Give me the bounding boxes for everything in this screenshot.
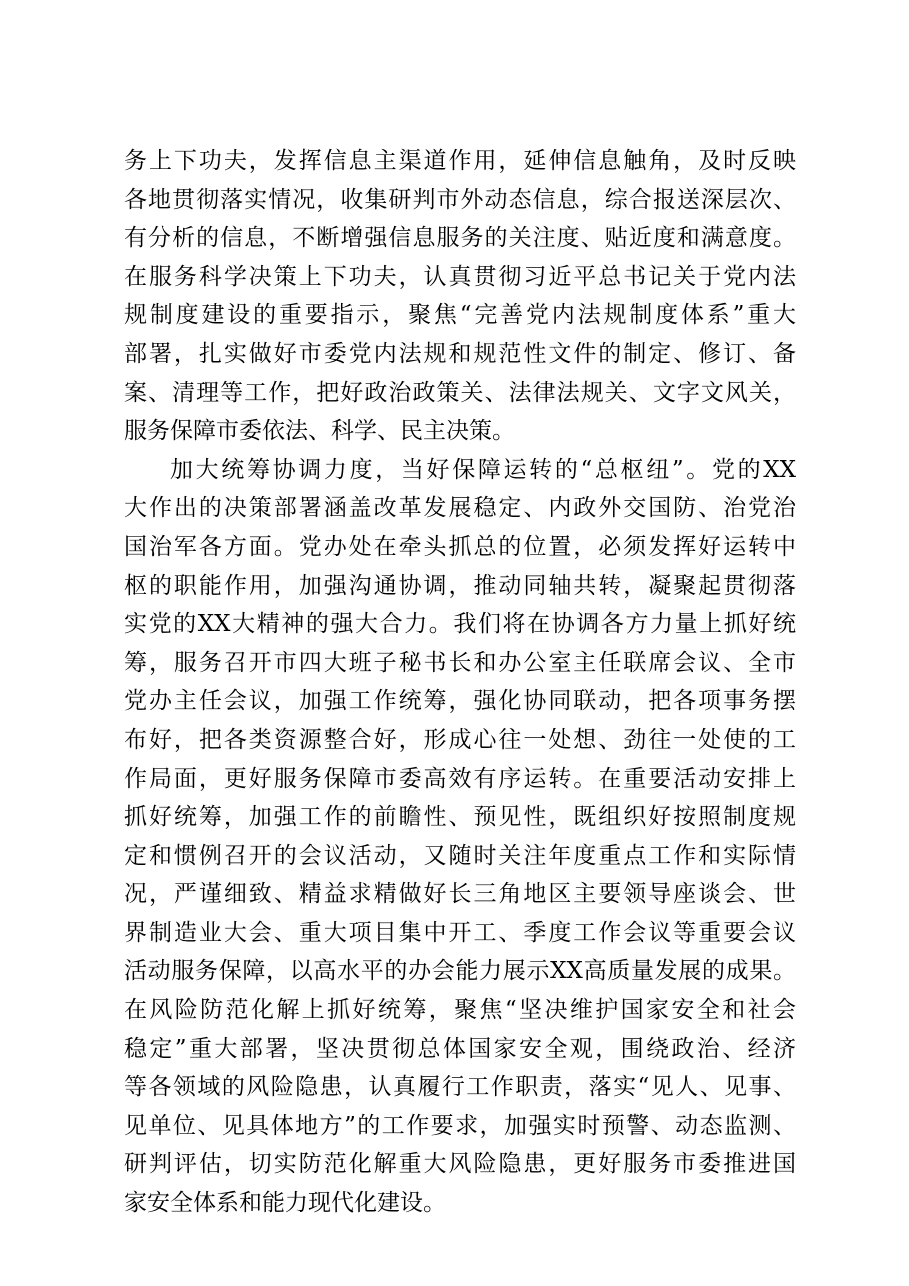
text-line: 大作出的决策部署涵盖改革发展稳定、内政外交国防、治党治 [124, 495, 796, 522]
text-line: 布好，把各类资源整合好，形成心往一处想、劲往一处使的工 [124, 726, 796, 753]
text-line: 界制造业大会、重大项目集中开工、季度工作会议等重要会议 [124, 919, 796, 946]
text-line: 规制度建设的重要指示，聚焦“完善党内法规制度体系”重大 [124, 302, 796, 329]
text-line: 见单位、见具体地方”的工作要求，加强实时预警、动态监测、 [124, 1112, 796, 1139]
document-page [124, 142, 796, 1223]
text-line: 抓好统筹，加强工作的前瞻性、预见性，既组织好按照制度规 [124, 804, 796, 831]
text-line: 务上下功夫，发挥信息主渠道作用，延伸信息触角，及时反映 [124, 148, 796, 174]
text-line: 等各领域的风险隐患，认真履行工作职责，落实“见人、见事、 [124, 1074, 796, 1101]
paragraph-1 [124, 142, 796, 451]
text-line: 各地贯彻落实情况，收集研判市外动态信息，综合报送深层次、 [124, 186, 796, 213]
text-line: 部署，扎实做好市委党内法规和规范性文件的制定、修订、备 [124, 340, 796, 367]
text-line: 枢的职能作用，加强沟通协调，推动同轴共转，凝聚起贯彻落 [124, 572, 796, 599]
text-line: 在服务科学决策上下功夫，认真贯彻习近平总书记关于党内法 [124, 263, 796, 290]
text-line: 国治军各方面。党办处在牵头抓总的位置，必须发挥好运转中 [124, 533, 796, 560]
text-line: 况，严谨细致、精益求精做好长三角地区主要领导座谈会、世 [124, 881, 796, 908]
text-line: 服务保障市委依法、科学、民主决策。 [124, 418, 515, 445]
text-line: 案、清理等工作，把好政治政策关、法律法规关、文字文风关， [124, 379, 796, 406]
text-line: 研判评估，切实防范化解重大风险隐患，更好服务市委推进国 [124, 1151, 796, 1178]
text-line: 活动服务保障，以高水平的办会能力展示XX高质量发展的成果。 [124, 958, 796, 985]
text-line: 在风险防范化解上抓好统筹，聚焦“坚决维护国家安全和社会 [124, 997, 796, 1024]
text-line: 有分析的信息，不断增强信息服务的关注度、贴近度和满意度。 [124, 225, 796, 252]
paragraph-2 [124, 451, 796, 1223]
text-line: 筹，服务召开市四大班子秘书长和办公室主任联席会议、全市 [124, 649, 796, 676]
text-line: 定和惯例召开的会议活动，又随时关注年度重点工作和实际情 [124, 842, 796, 869]
text-line: 实党的XX大精神的强大合力。我们将在协调各方力量上抓好统 [124, 611, 796, 638]
text-line: 党办主任会议，加强工作统筹，强化协同联动，把各项事务摆 [124, 688, 796, 715]
text-line: 加大统筹协调力度，当好保障运转的“总枢纽”。党的XX [170, 456, 796, 483]
text-line: 家安全体系和能力现代化建设。 [124, 1190, 446, 1217]
text-line: 稳定”重大部署，坚决贯彻总体国家安全观，围绕政治、经济 [124, 1035, 796, 1062]
text-line: 作局面，更好服务保障市委高效有序运转。在重要活动安排上 [124, 765, 796, 792]
